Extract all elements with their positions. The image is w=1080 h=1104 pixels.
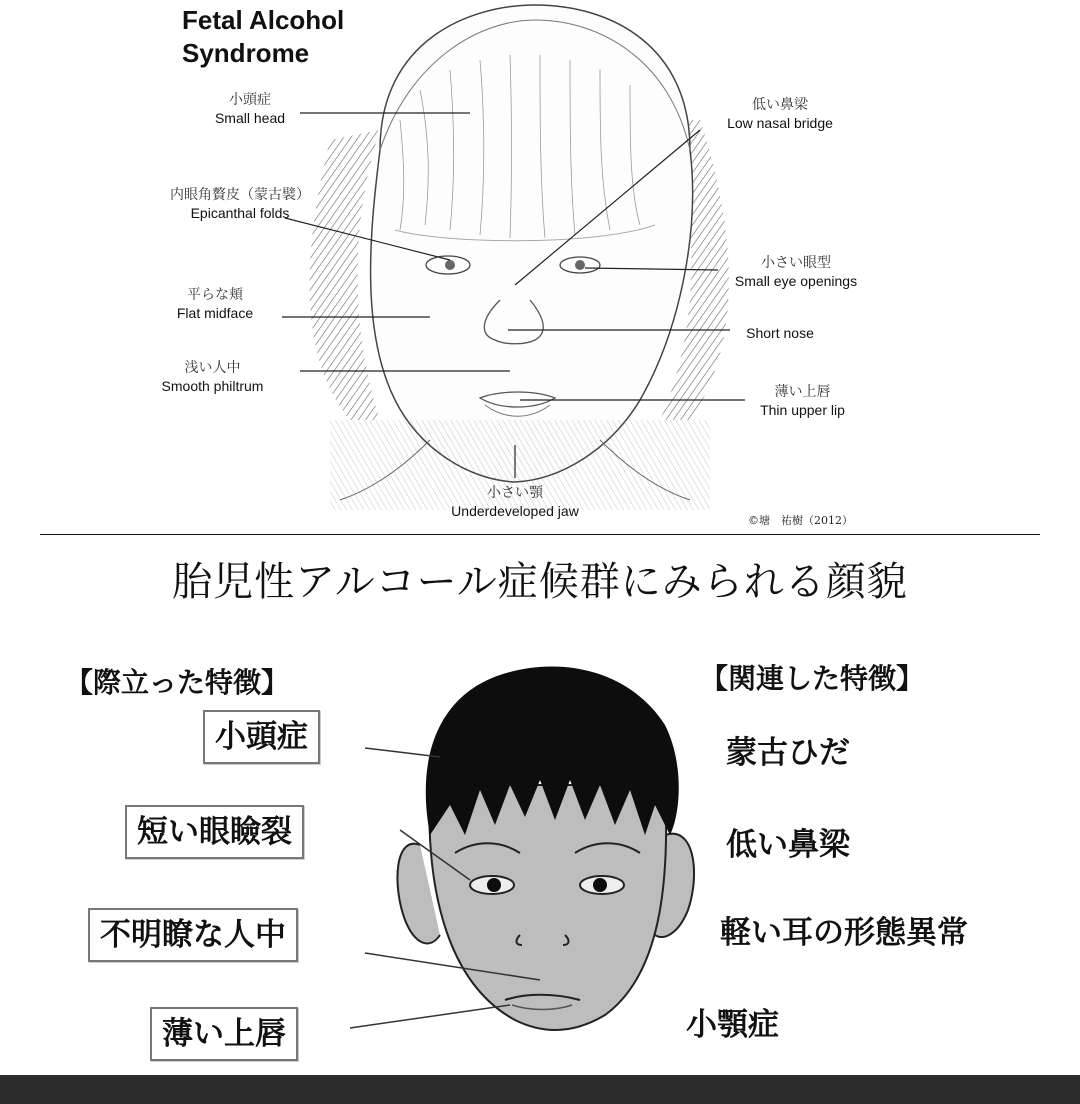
label-short-nose — [730, 323, 830, 343]
feature-box-indistinct-philtrum: 不明瞭な人中 — [88, 908, 298, 962]
label-underdeveloped-jaw — [430, 483, 600, 521]
bottom-dark-bar — [0, 1075, 1080, 1104]
label-smooth-philtrum-ja: 浅い人中 — [184, 359, 241, 375]
label-smooth-philtrum-en: Smooth philtrum — [161, 378, 264, 394]
label-epicanthal-folds-en: Epicanthal folds — [190, 205, 290, 221]
figure-title-line1: Fetal Alcohol — [182, 5, 345, 35]
feature-box-short-palpebral-fissures: 短い眼瞼裂 — [125, 805, 304, 859]
label-small-head — [195, 90, 305, 128]
leader-microcephaly — [365, 748, 440, 757]
copyright-notice: ©塘 祐樹（2012） — [748, 514, 853, 527]
label-small-head-ja: 小頭症 — [229, 91, 271, 107]
label-flat-midface — [155, 285, 275, 323]
distinctive-features-heading: 【際立った特徴】 — [65, 666, 290, 699]
related-feature-epicanthal-fold: 蒙古ひだ — [726, 735, 850, 771]
label-short-nose-en: Short nose — [746, 325, 814, 341]
feature-box-microcephaly: 小頭症 — [203, 710, 320, 764]
feature-box-thin-upper-lip: 薄い上唇 — [150, 1007, 298, 1061]
label-small-head-en: Small head — [214, 110, 286, 126]
main-heading: 胎児性アルコール症候群にみられる顔貌 — [172, 559, 908, 605]
label-underdeveloped-jaw-en: Underdeveloped jaw — [451, 503, 579, 519]
related-features-heading: 【関連した特徴】 — [700, 662, 925, 695]
label-low-nasal-bridge-en: Low nasal bridge — [727, 115, 833, 131]
label-smooth-philtrum — [140, 358, 285, 396]
figure-title-line2: Syndrome — [182, 38, 310, 68]
label-low-nasal-bridge-ja: 低い鼻梁 — [752, 96, 808, 112]
label-thin-upper-lip-ja: 薄い上唇 — [774, 383, 831, 399]
bottom-illustration-panel — [0, 535, 1080, 1075]
label-epicanthal-folds — [140, 185, 340, 223]
label-small-eye-openings — [712, 253, 880, 291]
label-small-eye-openings-ja: 小さい眼型 — [761, 254, 831, 270]
related-feature-minor-ear-anomaly: 軽い耳の形態異常 — [720, 915, 968, 951]
label-thin-upper-lip-en: Thin upper lip — [760, 402, 845, 418]
top-illustration-panel — [0, 0, 1080, 535]
face-sketch-illustration — [0, 0, 1080, 535]
label-underdeveloped-jaw-ja: 小さい顎 — [487, 484, 543, 500]
related-feature-low-nasal-bridge: 低い鼻梁 — [726, 827, 850, 863]
related-feature-micrognathia: 小顎症 — [686, 1007, 779, 1043]
label-small-eye-openings-en: Small eye openings — [734, 273, 858, 289]
label-epicanthal-folds-ja: 内眼角贅皮（蒙古襞） — [170, 186, 310, 202]
label-flat-midface-en: Flat midface — [176, 305, 254, 321]
label-low-nasal-bridge — [700, 95, 860, 133]
label-flat-midface-ja: 平らな頬 — [187, 286, 243, 302]
label-thin-upper-lip — [740, 382, 865, 420]
leader-thin-upper-lip-bottom — [350, 1005, 510, 1028]
figure-title — [182, 4, 344, 70]
